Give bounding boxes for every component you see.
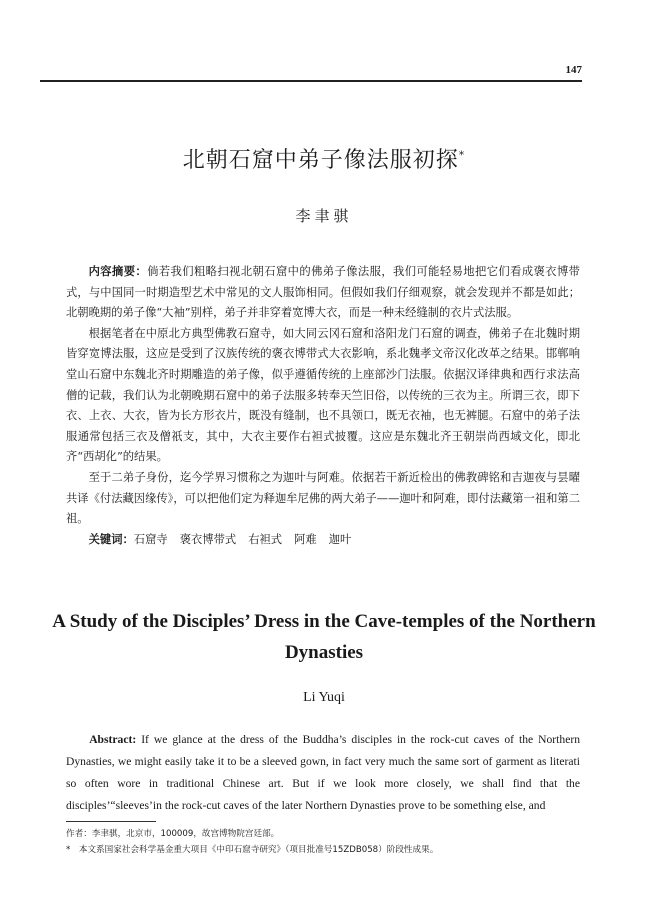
english-abstract-label: Abstract: (89, 733, 137, 746)
title-footnote-mark: * (458, 148, 466, 162)
keyword: 右袒式 (248, 532, 283, 546)
abstract-text-1: 倘若我们粗略扫视北朝石窟中的佛弟子像法服，我们可能轻易地把它们看成褒衣博带式，与中国同一时期造型艺术中常见的文人服饰相同。但假如我们仔细观察，就会发现并不都是如此；北朝晚期的弟子像“大袖”别样，弟子并非穿着宽博大衣，而是一种未经缝制的衣片式法服。 (66, 265, 580, 320)
chinese-abstract (66, 262, 580, 550)
keywords-label: 关键词： (88, 532, 134, 546)
english-abstract-text: If we glance at the dress of the Buddha’s disciples in the rock-cut caves of the Northern Dynasties, we might easily take it to be a sleeved gown, in fact very much the same sort of garment as literati so often wore in traditional Chinese art. But if we look more closely, we shall find that the disciples’“sleeves’in the rock-cut caves of the later Northern Dynasties prove to be something else, and (66, 733, 580, 812)
funding-footnote: * 本文系国家社会科学基金重大项目《中印石窟寺研究》（项目批准号15ZDB058）阶段性成果。 (66, 845, 439, 855)
abstract-paragraph-2: 根据笔者在中原北方典型佛教石窟寺，如大同云冈石窟和洛阳龙门石窟的调查，佛弟子在北魏时期皆穿宽博法服，这应是受到了汉族传统的褒衣博带式大衣影响，系北魏孝文帝汉化改革之结果。邯郸响堂山石窟中东魏北齐时期雕造的弟子像，似乎遵循传统的上座部沙门法服。依据汉译律典和西行求法高僧的记载，我们认为北朝晚期石窟中的弟子法服多转奉天竺旧俗，以传统的三衣为主。所谓三衣，即下衣、上衣、大衣，皆为长方形衣片，既没有缝制，也不具领口，既无衣袖，也无裤腿。石窟中的弟子法服通常包括三衣及僧祇支，其中，大衣主要作右袒式披覆。这应是东魏北齐王朝崇尚西域文化，即北齐“西胡化”的结果。 (66, 326, 580, 464)
chinese-title (0, 143, 648, 174)
abstract-label: 内容摘要： (88, 265, 148, 278)
english-author: Li Yuqi (303, 690, 345, 705)
footnote-rule (66, 821, 156, 822)
header-rule (40, 80, 582, 82)
author-footnote: 作者：李聿骐，北京市，100009，故宫博物院宫廷部。 (66, 829, 280, 839)
chinese-title-text: 北朝石窟中弟子像法服初探 (182, 148, 459, 173)
keyword: 石窟寺 (133, 532, 168, 546)
footnotes (66, 826, 580, 858)
chinese-author: 李聿骐 (295, 207, 353, 225)
keyword: 阿难 (294, 532, 317, 546)
english-title: A Study of the Disciples’ Dress in the Cave-temples of the Northern Dynasties (52, 611, 596, 663)
abstract-paragraph-1 (66, 262, 580, 324)
keyword: 迦叶 (328, 532, 352, 546)
page-number: 147 (565, 64, 582, 76)
keywords-row (66, 530, 580, 551)
english-abstract (66, 729, 580, 817)
abstract-paragraph-3: 至于二弟子身份，迄今学界习惯称之为迦叶与阿难。依据若干新近检出的佛教碑铭和吉迦夜与昙曜共译《付法藏因缘传》，可以把他们定为释迦牟尼佛的两大弟子——迦叶和阿难，即付法藏第一祖和第二祖。 (66, 470, 581, 526)
keyword: 褒衣博带式 (179, 532, 237, 546)
english-abstract-paragraph (66, 729, 580, 817)
